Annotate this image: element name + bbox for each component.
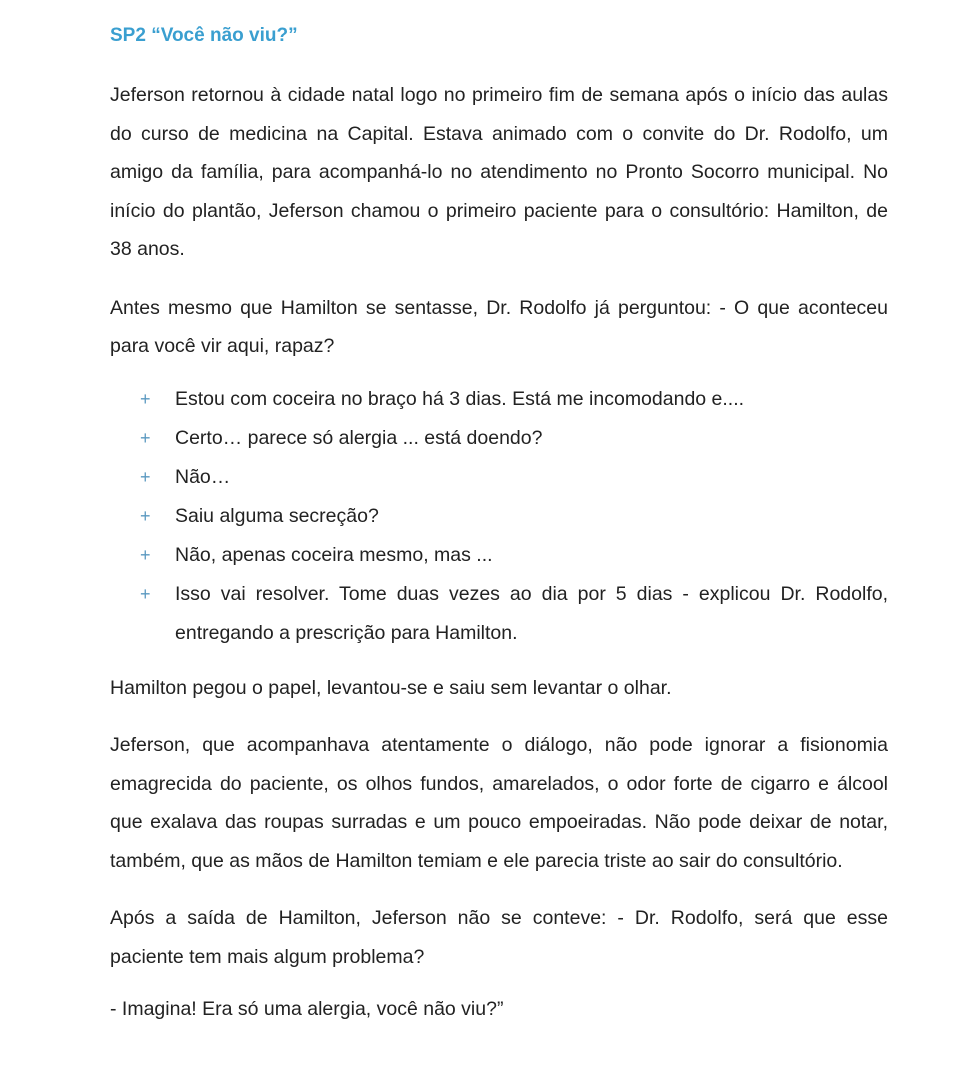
dialogue-line bbox=[110, 458, 888, 497]
document-page bbox=[110, 20, 888, 1029]
dialogue-line bbox=[110, 419, 888, 458]
paragraph-intro: Jeferson retornou à cidade natal logo no primeiro fim de semana após o início das aulas do curso de medicina na Capital. Estava animado com o convite do Dr. Rodolfo, um amigo da família, para acompanhá-lo no atendimento no Pronto Socorro municipal. No início do plantão, Jeferson chamou o primeiro paciente para o consultório: Hamilton, de 38 anos. bbox=[110, 84, 888, 260]
plus-bullet-icon: + bbox=[140, 583, 151, 604]
dialogue-text: Isso vai resolver. Tome duas vezes ao dia por 5 dias - explicou Dr. Rodolfo, entregando a prescrição para Hamilton. bbox=[175, 582, 888, 644]
paragraph-question: Antes mesmo que Hamilton se sentasse, Dr. Rodolfo já perguntou: - O que aconteceu para você vir aqui, rapaz? bbox=[110, 296, 888, 357]
paragraph-exit: Hamilton pegou o papel, levantou-se e saiu sem levantar o olhar. bbox=[110, 676, 672, 699]
dialogue-text: Não, apenas coceira mesmo, mas ... bbox=[175, 543, 493, 566]
dialogue-text: Não… bbox=[175, 465, 231, 488]
document-title: SP2 “Você não viu?” bbox=[110, 25, 298, 46]
paragraph-observation: Jeferson, que acompanhava atentamente o diálogo, não pode ignorar a fisionomia emagrecida do paciente, os olhos fundos, amarelados, o odor forte de cigarro e álcool que exalava das roupas surradas e um pouco empoeiradas. Não pode deixar de notar, também, que as mãos de Hamilton temiam e ele parecia triste ao sair do consultório. bbox=[110, 734, 888, 872]
plus-bullet-icon: + bbox=[140, 544, 151, 565]
dialogue-text: Saiu alguma secreção? bbox=[175, 504, 379, 527]
dialogue-line bbox=[110, 497, 888, 536]
paragraph-closing: - Imagina! Era só uma alergia, você não viu?” bbox=[110, 998, 504, 1020]
dialogue-text: Estou com coceira no braço há 3 dias. Está me incomodando e.... bbox=[175, 387, 745, 410]
dialogue-line bbox=[110, 575, 888, 653]
dialogue-text: Certo… parece só alergia ... está doendo? bbox=[175, 426, 543, 449]
plus-bullet-icon: + bbox=[140, 388, 151, 409]
paragraph-inquiry: Após a saída de Hamilton, Jeferson não se conteve: - Dr. Rodolfo, será que esse paciente tem mais algum problema? bbox=[110, 907, 888, 968]
plus-bullet-icon: + bbox=[140, 466, 151, 487]
plus-bullet-icon: + bbox=[140, 505, 151, 526]
dialogue-line bbox=[110, 380, 888, 419]
dialogue-list bbox=[110, 380, 888, 653]
dialogue-line bbox=[110, 536, 888, 575]
plus-bullet-icon: + bbox=[140, 427, 151, 448]
